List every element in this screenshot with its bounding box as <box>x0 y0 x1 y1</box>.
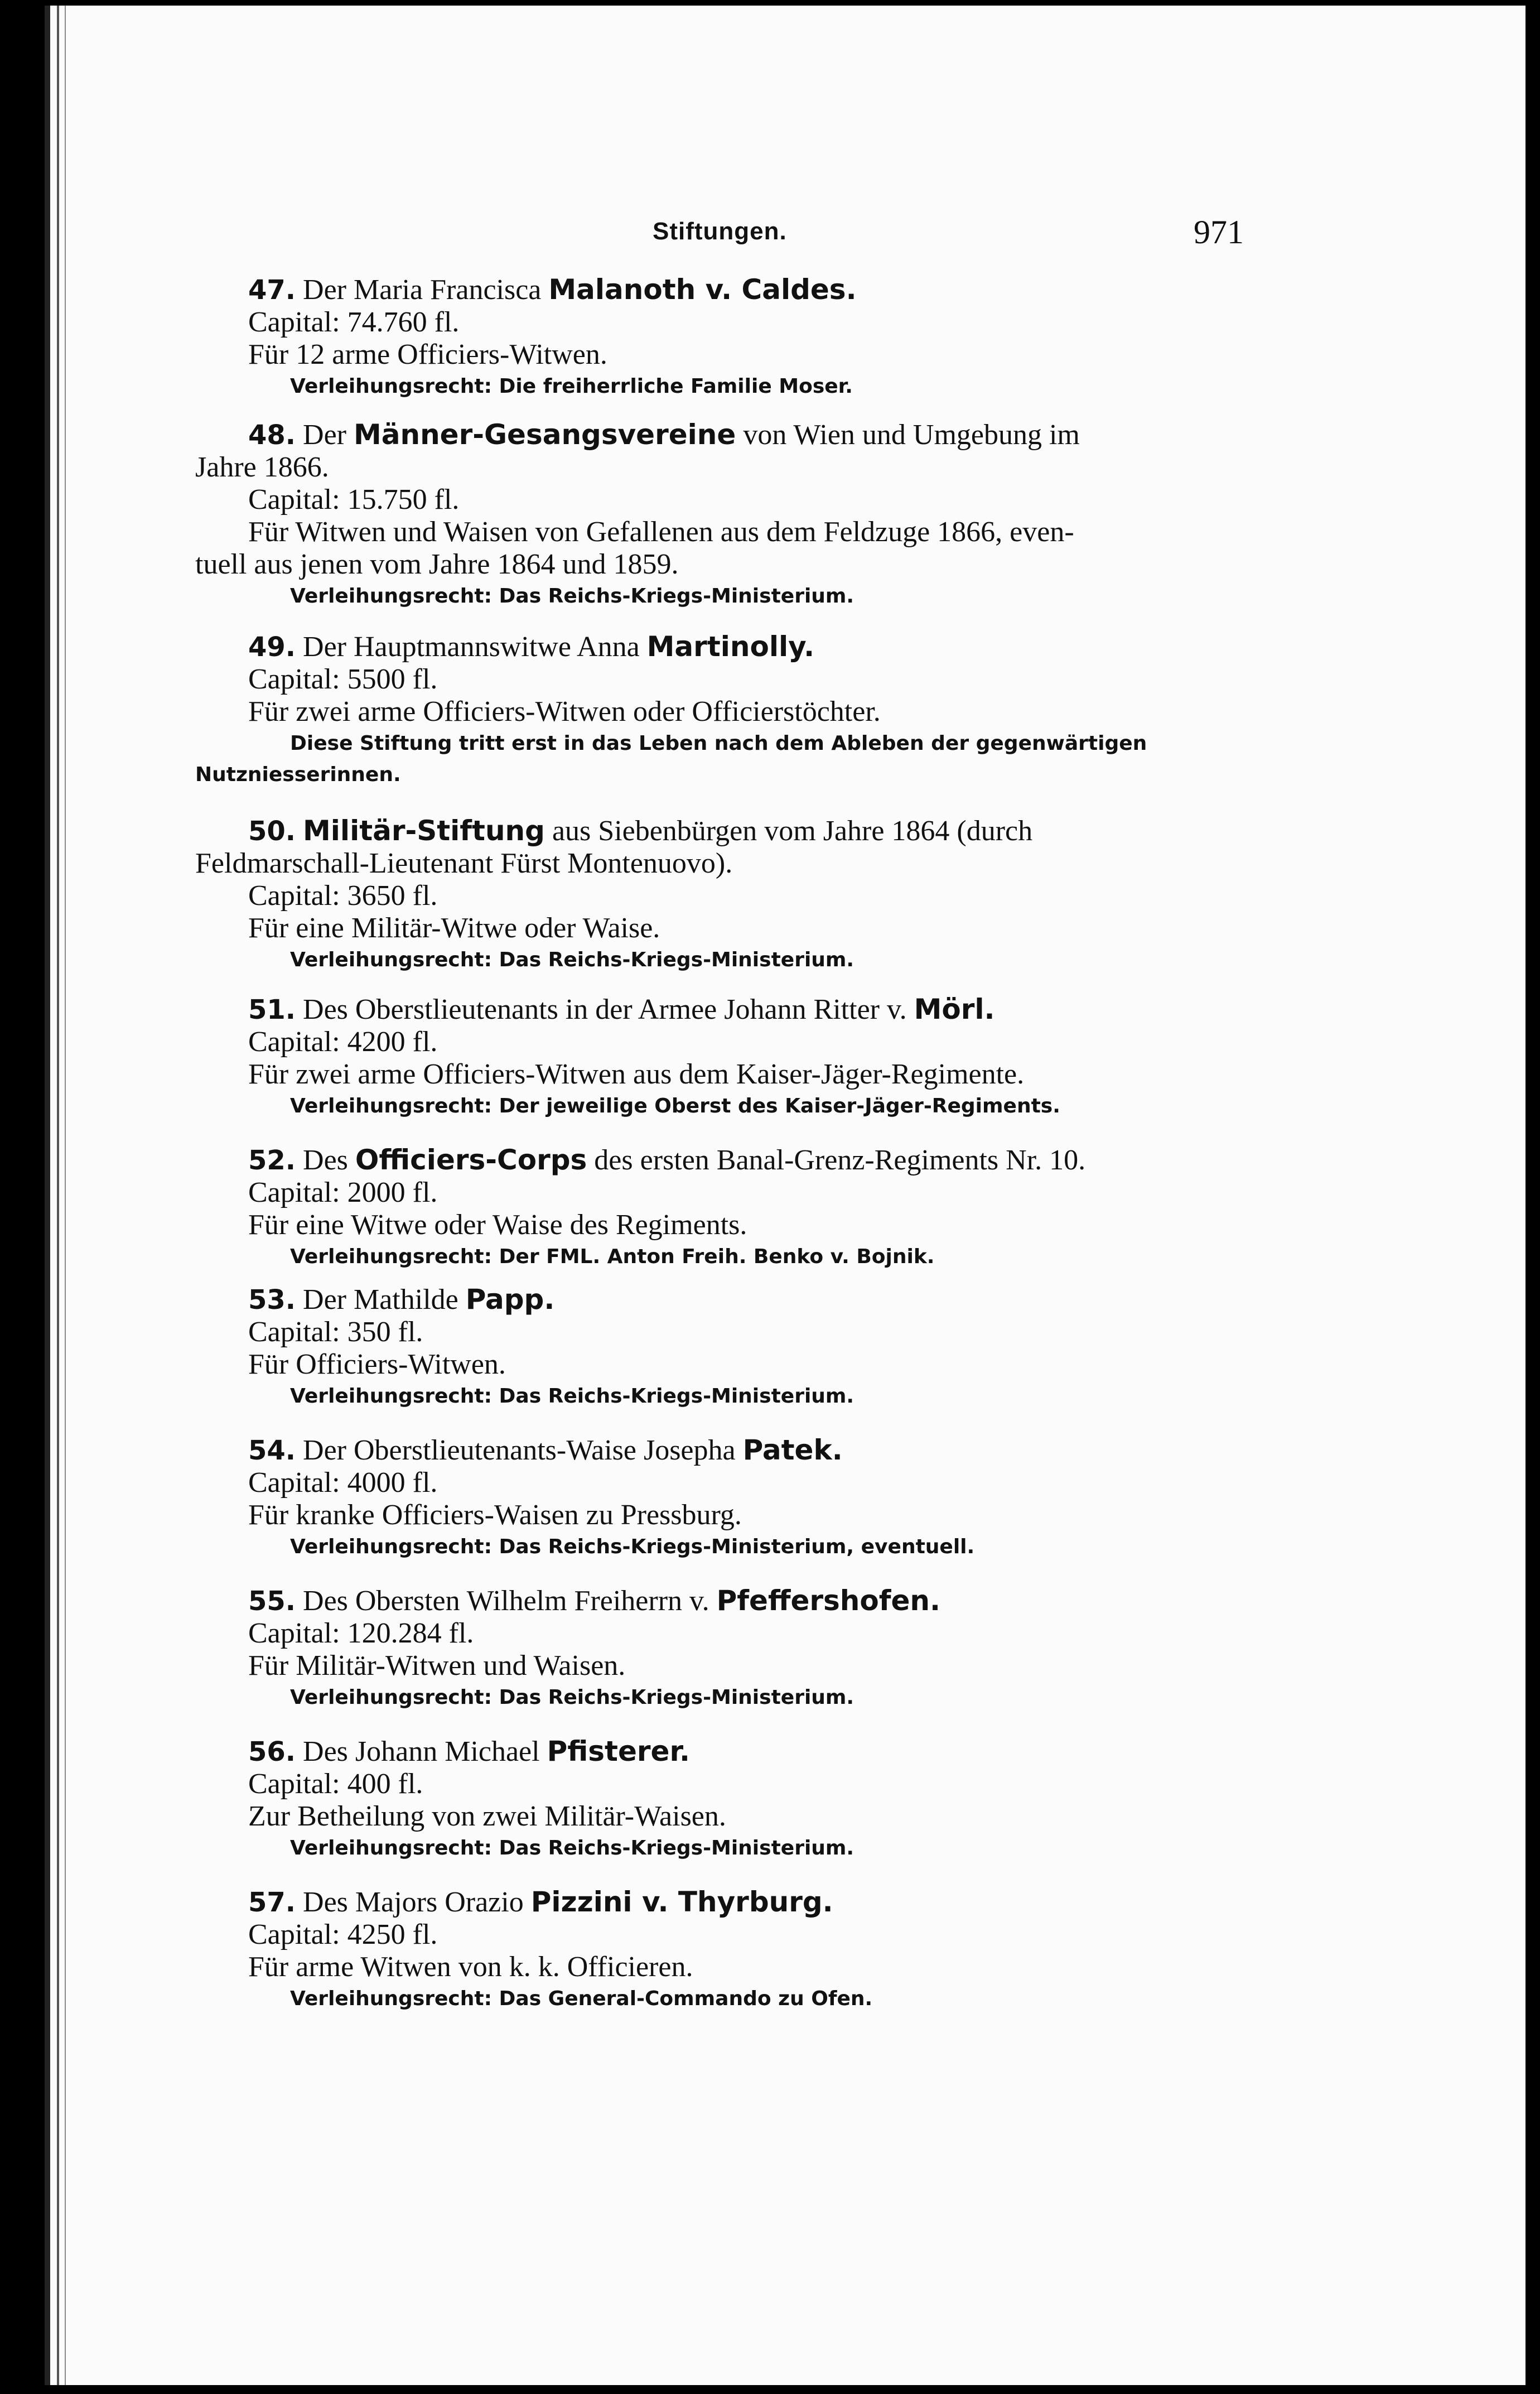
entry-prefix: Der Mathilde <box>303 1284 458 1316</box>
entry-verleihungsrecht: Verleihungsrecht: Das Reichs-Kriegs-Ministerium, eventuell. <box>290 1535 975 1558</box>
entry-51 <box>195 993 1300 1122</box>
entry-52 <box>195 1144 1300 1273</box>
entry-capital: Capital: 120.284 fl. <box>248 1617 474 1649</box>
entry-capital: Capital: 400 fl. <box>248 1768 423 1800</box>
entry-capital: Capital: 5500 fl. <box>248 663 438 695</box>
entry-number: 52. <box>248 1145 296 1176</box>
entry-heading <box>195 1434 1300 1467</box>
entry-number: 55. <box>248 1586 296 1617</box>
entry-name: Pfisterer. <box>547 1735 690 1767</box>
entry-name: Martinolly. <box>646 630 815 663</box>
entry-purpose: Zur Betheilung von zwei Militär-Waisen. <box>248 1800 726 1832</box>
page-content <box>45 6 1525 2385</box>
entry-heading-continuation: Feldmarschall-Lieutenant Fürst Montenuovo). <box>195 847 733 879</box>
entry-verleihungsrecht: Verleihungsrecht: Der jeweilige Oberst des Kaiser-Jäger-Regiments. <box>290 1095 1060 1117</box>
entry-name: Officiers-Corps <box>355 1144 587 1176</box>
entry-verleihungsrecht: Verleihungsrecht: Das Reichs-Kriegs-Ministerium. <box>290 585 855 608</box>
entry-heading <box>195 1283 1300 1316</box>
entry-note-continuation: Nutzniesserinnen. <box>195 763 401 786</box>
entry-54 <box>195 1434 1300 1563</box>
entry-purpose: Für arme Witwen von k. k. Officieren. <box>248 1951 693 1983</box>
entry-number: 53. <box>248 1284 296 1316</box>
scanned-page <box>45 6 1525 2385</box>
entry-heading <box>195 1735 1300 1768</box>
entry-prefix: Der Hauptmannswitwe Anna <box>303 631 640 663</box>
entry-heading <box>195 1584 1300 1617</box>
entry-name: Pizzini v. Thyrburg. <box>530 1886 833 1918</box>
entry-number: 50. <box>248 816 296 847</box>
entry-verleihungsrecht: Verleihungsrecht: Das Reichs-Kriegs-Ministerium. <box>290 1837 855 1860</box>
entry-56 <box>195 1735 1300 1864</box>
entry-prefix: Des Oberstlieutenants in der Armee Johann Ritter v. <box>303 994 907 1025</box>
entry-prefix: Des Johann Michael <box>303 1736 540 1767</box>
entry-name: Pfeffershofen. <box>716 1584 940 1617</box>
entry-name: Militär-Stiftung <box>303 815 545 847</box>
entry-purpose-continuation: tuell aus jenen vom Jahre 1864 und 1859. <box>195 548 679 580</box>
entry-name: Papp. <box>465 1283 555 1316</box>
entry-prefix: Des Majors Orazio <box>303 1886 524 1918</box>
page-number: 971 <box>1194 214 1244 251</box>
entry-number: 49. <box>248 632 296 663</box>
entry-prefix: Der <box>303 419 346 451</box>
entry-number: 51. <box>248 994 296 1025</box>
entry-heading <box>195 630 1300 663</box>
entry-verleihungsrecht: Verleihungsrecht: Das General-Commando zu Ofen. <box>290 1987 873 2010</box>
entry-57 <box>195 1886 1300 2015</box>
entry-purpose: Für Witwen und Waisen von Gefallenen aus dem Feldzuge 1866, even- <box>248 516 1074 548</box>
entry-heading <box>195 815 1300 847</box>
entry-capital: Capital: 350 fl. <box>248 1316 423 1348</box>
entry-49 <box>195 630 1300 791</box>
entry-suffix: des ersten Banal-Grenz-Regiments Nr. 10. <box>594 1144 1086 1176</box>
entry-name: Malanoth v. Caldes. <box>548 273 857 306</box>
entry-55 <box>195 1584 1300 1713</box>
entry-50 <box>195 815 1300 976</box>
running-header: Stiftungen. <box>653 218 787 245</box>
entry-purpose: Für zwei arme Officiers-Witwen aus dem Kaiser-Jäger-Regimente. <box>248 1058 1025 1090</box>
entry-name: Patek. <box>742 1434 843 1466</box>
entry-verleihungsrecht: Verleihungsrecht: Der FML. Anton Freih. Benko v. Bojnik. <box>290 1245 935 1268</box>
entry-purpose: Für eine Witwe oder Waise des Regiments. <box>248 1209 747 1241</box>
entry-purpose: Für zwei arme Officiers-Witwen oder Officierstöchter. <box>248 696 881 728</box>
entry-number: 56. <box>248 1736 296 1767</box>
entry-capital: Capital: 4000 fl. <box>248 1467 438 1499</box>
entry-number: 54. <box>248 1435 296 1466</box>
entry-capital: Capital: 74.760 fl. <box>248 306 460 338</box>
entry-verleihungsrecht: Verleihungsrecht: Die freiherrliche Familie Moser. <box>290 375 853 398</box>
entry-48 <box>195 418 1300 612</box>
entry-prefix: Des <box>303 1144 348 1176</box>
entry-heading-continuation: Jahre 1866. <box>195 451 329 483</box>
entry-prefix: Der Oberstlieutenants-Waise Josepha <box>303 1434 736 1466</box>
entry-suffix: von Wien und Umgebung im <box>743 419 1080 451</box>
entry-purpose: Für Militär-Witwen und Waisen. <box>248 1650 626 1682</box>
entry-verleihungsrecht: Verleihungsrecht: Das Reichs-Kriegs-Ministerium. <box>290 1686 855 1709</box>
entry-name: Männer-Gesangsvereine <box>353 418 736 451</box>
entry-prefix: Der Maria Francisca <box>303 274 542 306</box>
entry-number: 57. <box>248 1887 296 1918</box>
entry-capital: Capital: 15.750 fl. <box>248 484 460 516</box>
entry-53 <box>195 1283 1300 1412</box>
entry-name: Mörl. <box>914 993 995 1025</box>
entry-capital: Capital: 2000 fl. <box>248 1177 438 1208</box>
entry-verleihungsrecht: Verleihungsrecht: Das Reichs-Kriegs-Ministerium. <box>290 1385 855 1408</box>
entry-verleihungsrecht: Verleihungsrecht: Das Reichs-Kriegs-Ministerium. <box>290 948 855 971</box>
entry-heading <box>195 993 1300 1026</box>
entry-heading <box>195 1886 1300 1919</box>
entry-number: 48. <box>248 420 296 451</box>
entry-purpose: Für kranke Officiers-Waisen zu Pressburg. <box>248 1499 742 1531</box>
entry-heading <box>195 418 1300 451</box>
entry-capital: Capital: 4250 fl. <box>248 1919 438 1950</box>
entry-prefix: Des Obersten Wilhelm Freiherrn v. <box>303 1585 709 1617</box>
entry-purpose: Für 12 arme Officiers-Witwen. <box>248 339 607 370</box>
entry-capital: Capital: 3650 fl. <box>248 880 438 912</box>
entry-47 <box>195 273 1300 402</box>
entry-purpose: Für eine Militär-Witwe oder Waise. <box>248 912 660 944</box>
entry-purpose: Für Officiers-Witwen. <box>248 1348 506 1380</box>
entry-heading <box>195 1144 1300 1177</box>
entry-note: Diese Stiftung tritt erst in das Leben nach dem Ableben der gegenwärtigen <box>290 732 1147 755</box>
entry-number: 47. <box>248 274 296 306</box>
entry-capital: Capital: 4200 fl. <box>248 1026 438 1058</box>
entry-suffix: aus Siebenbürgen vom Jahre 1864 (durch <box>552 815 1033 847</box>
entry-heading <box>195 273 1300 306</box>
